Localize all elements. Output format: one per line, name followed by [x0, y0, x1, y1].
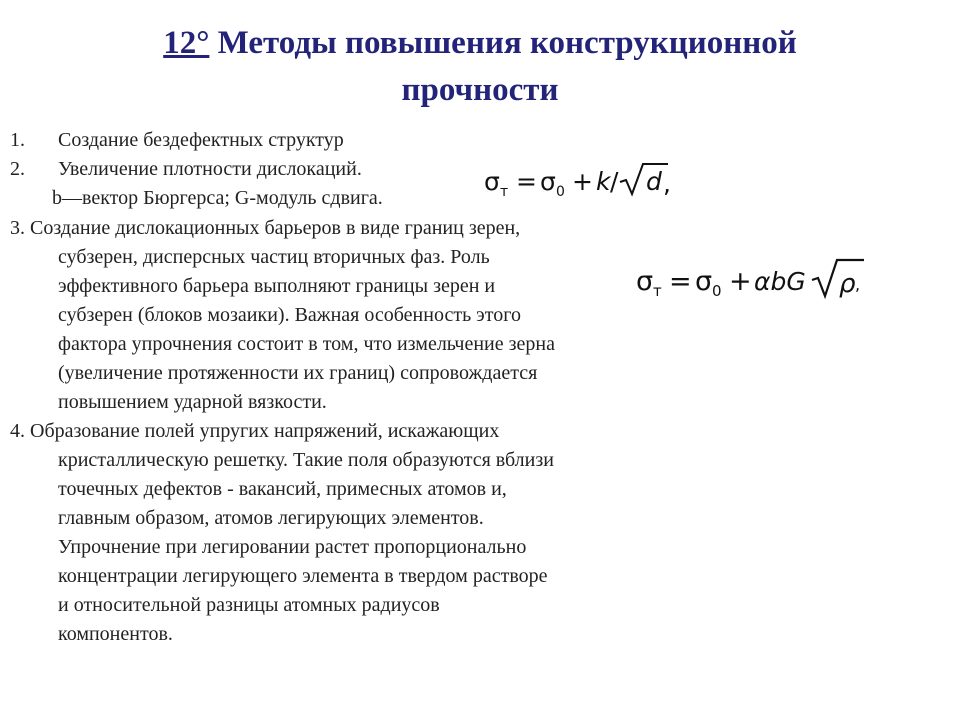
- item3-line: субзерен, дисперсных частиц вторичных фаз. Роль: [58, 246, 490, 268]
- item3-line: фактора упрочнения состоит в том, что измельчение зерна: [58, 333, 555, 355]
- hall-petch-formula: [480, 158, 700, 204]
- dislocation-density-formula: [632, 252, 872, 304]
- list-item-text: Увеличение плотности дислокаций.: [58, 158, 362, 180]
- formula-subscript: 0: [556, 184, 565, 200]
- formula-plus: +: [572, 167, 593, 196]
- formula-comma: ,: [663, 169, 671, 198]
- list-item-number: 1.: [10, 129, 25, 151]
- formula-plus: +: [729, 266, 752, 297]
- title-line-2: прочности: [401, 72, 559, 108]
- formula-comma: ,: [855, 275, 861, 294]
- formula-slash: /: [610, 167, 619, 196]
- formula-k: k: [596, 167, 611, 196]
- formula-sigma: σ: [636, 266, 654, 297]
- item3-line: субзерен (блоков мозаики). Важная особенность этого: [58, 304, 521, 326]
- title-line-1: Методы повышения конструкционной: [217, 25, 797, 61]
- item4-line: точечных дефектов - вакансий, примесных атомов и,: [58, 478, 507, 500]
- list-item-number: 2.: [10, 158, 25, 180]
- formula-alpha-b-g: αbG: [754, 267, 806, 296]
- formula-subscript: т: [653, 282, 662, 300]
- item3-line: повышением ударной вязкости.: [58, 391, 327, 413]
- formula-d: d: [646, 167, 662, 196]
- formula-sigma: σ: [540, 167, 556, 196]
- item4-line: и относительной разницы атомных радиусов: [58, 594, 440, 616]
- item3-line: эффективного барьера выполняют границы зерен и: [58, 275, 496, 297]
- formula-sigma: σ: [484, 167, 500, 196]
- item4-line: Упрочнение при легировании растет пропорционально: [58, 536, 527, 558]
- item4-line: кристаллическую решетку. Такие поля образуются вблизи: [58, 449, 554, 471]
- formula-subscript: т: [500, 184, 509, 200]
- item4-line: 4. Образование полей упругих напряжений, искажающих: [10, 420, 500, 442]
- item4-line: компонентов.: [58, 623, 173, 645]
- formula-rho: ρ: [839, 269, 856, 299]
- formula-subscript: 0: [712, 282, 722, 300]
- list-item-text: Создание бездефектных структур: [58, 129, 344, 151]
- formula-sigma: σ: [695, 266, 713, 297]
- item4-line: концентрации легирующего элемента в твердом растворе: [58, 565, 548, 587]
- item3-line: (увеличение протяженности их границ) сопровождается: [58, 362, 538, 384]
- item3-line: 3. Создание дислокационных барьеров в виде границ зерен,: [10, 217, 521, 239]
- burgers-note: b—вектор Бюргерса; G-модуль сдвига.: [52, 187, 383, 209]
- slide-title: [0, 20, 960, 114]
- item4-line: главным образом, атомов легирующих элементов.: [58, 507, 484, 529]
- formula-equals: =: [669, 266, 692, 297]
- formula-equals: =: [516, 167, 537, 196]
- title-number: 12°: [163, 25, 210, 61]
